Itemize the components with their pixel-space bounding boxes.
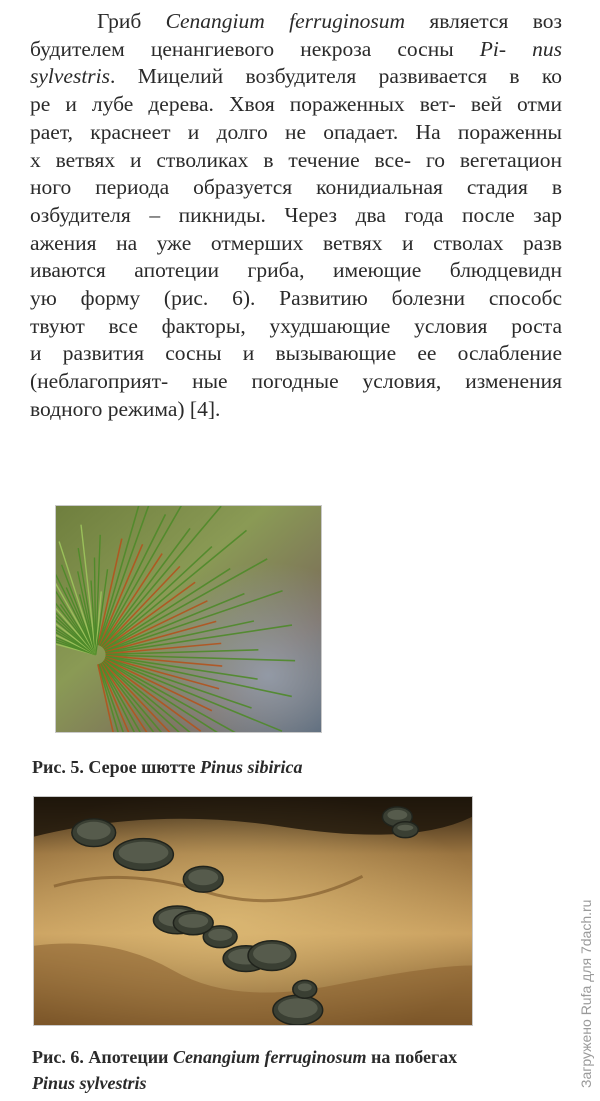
text-line: твуют все факторы, ухудшающие условия роста — [30, 313, 562, 338]
text-line: Гриб Cenangium ferruginosum является воз — [97, 9, 562, 33]
text-line: (неблагоприят- ные погодные условия, изменения — [30, 369, 562, 394]
text-line: ую форму (рис. 6). Развитию болезни способс — [30, 286, 562, 311]
text-line: водного режима) [4]. — [30, 396, 221, 421]
pine-needles-image — [56, 506, 321, 732]
figure-6-photo — [33, 796, 473, 1026]
text-line: и развития сосны и вызывающие ее ослабление — [30, 341, 562, 366]
text-line: ного периода образуется конидиальная стадия в — [30, 175, 562, 200]
watermark-text: Загружено Rufa для 7dach.ru — [578, 899, 594, 1088]
text-line: иваются апотеции гриба, имеющие блюдцевидн — [30, 258, 562, 283]
text-line: рает, краснеет и долго не опадает. На пораженны — [30, 119, 562, 144]
text-line: ажения на уже отмерших ветвях и стволах разв — [30, 230, 562, 255]
text-line: ре и лубе дерева. Хвоя пораженных вет- вей отми — [30, 92, 562, 117]
figure-5-caption: Рис. 5. Серое шютте Pinus sibirica — [32, 757, 303, 777]
text-line: sylvestris. Мицелий возбудителя развивается в ко — [30, 64, 562, 89]
text-line: х ветвях и стволиках в течение все- го вегетацион — [30, 147, 562, 172]
text-line: будителем ценангиевого некроза сосны Pi- nus — [30, 36, 562, 61]
figure-5-photo — [55, 505, 322, 733]
figure-6-caption: Рис. 6. Апотеции Cenangium ferruginosum на побегах Pinus sylvestris — [32, 1047, 458, 1093]
body-paragraph — [30, 8, 562, 424]
text-line: озбудителя – пикниды. Через два года после зар — [30, 202, 562, 227]
apothecia-image — [34, 797, 472, 1025]
